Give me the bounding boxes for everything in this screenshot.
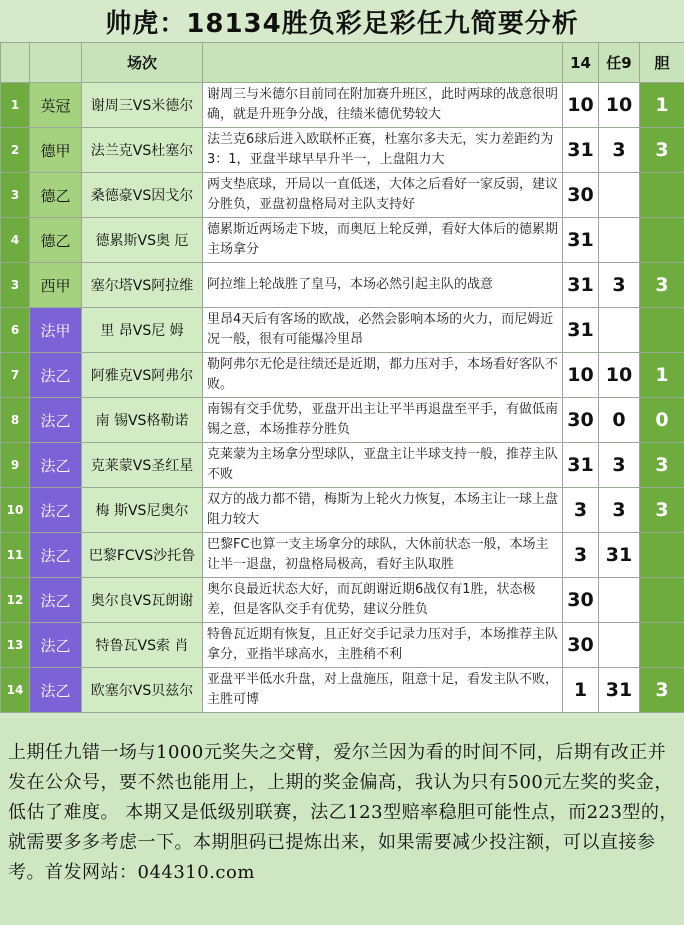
pick-dan-cell: 3 — [640, 668, 684, 713]
pick-14-cell: 31 — [563, 128, 599, 173]
pick-ren9-cell — [599, 218, 640, 263]
match-cell: 巴黎FCVS沙托鲁 — [82, 533, 203, 578]
table-row — [1, 578, 684, 623]
league-cell: 法乙 — [30, 488, 82, 533]
pick-14-cell: 10 — [563, 353, 599, 398]
match-table — [0, 42, 684, 713]
league-cell: 法乙 — [30, 668, 82, 713]
pick-dan-cell: 3 — [640, 488, 684, 533]
pick-dan-cell: 3 — [640, 128, 684, 173]
analysis-cell: 里昂4天后有客场的欧战，必然会影响本场的火力，而尼姆近况一般，很有可能爆冷里昂 — [203, 308, 563, 353]
pick-dan-cell — [640, 308, 684, 353]
header-dan: 胆 — [640, 43, 684, 83]
pick-dan-cell: 1 — [640, 83, 684, 128]
row-number: 1 — [1, 83, 30, 128]
table-row — [1, 668, 684, 713]
header-number — [1, 43, 30, 83]
league-cell: 法乙 — [30, 578, 82, 623]
league-cell: 德乙 — [30, 173, 82, 218]
analysis-cell: 两支垫底球，开局以一直低迷，大体之后看好一家反弱，建议分胜负，亚盘初盘格局对主队支持好 — [203, 173, 563, 218]
league-cell: 法乙 — [30, 623, 82, 668]
league-cell: 法甲 — [30, 308, 82, 353]
pick-ren9-cell — [599, 173, 640, 218]
analysis-cell: 亚盘平半低水升盘，对上盘施压，阻意十足，看发主队不败，主胜可博 — [203, 668, 563, 713]
row-number: 13 — [1, 623, 30, 668]
pick-ren9-cell: 3 — [599, 488, 640, 533]
league-cell: 德乙 — [30, 218, 82, 263]
row-number: 12 — [1, 578, 30, 623]
pick-dan-cell — [640, 533, 684, 578]
pick-14-cell: 31 — [563, 308, 599, 353]
table-row — [1, 218, 684, 263]
match-cell: 法兰克VS杜塞尔 — [82, 128, 203, 173]
analysis-cell: 勒阿弗尔无伦是往绩还是近期，都力压对手，本场看好客队不败。 — [203, 353, 563, 398]
table-row — [1, 83, 684, 128]
match-cell: 塞尔塔VS阿拉维 — [82, 263, 203, 308]
match-cell: 奥尔良VS瓦朗谢 — [82, 578, 203, 623]
league-cell: 西甲 — [30, 263, 82, 308]
pick-14-cell: 30 — [563, 578, 599, 623]
pick-14-cell: 31 — [563, 218, 599, 263]
pick-ren9-cell — [599, 308, 640, 353]
pick-dan-cell: 3 — [640, 443, 684, 488]
match-cell: 梅 斯VS尼奥尔 — [82, 488, 203, 533]
header-ren9: 任9 — [599, 43, 640, 83]
pick-ren9-cell: 0 — [599, 398, 640, 443]
pick-dan-cell — [640, 173, 684, 218]
match-cell: 南 锡VS格勒诺 — [82, 398, 203, 443]
analysis-note: 上期任九错一场与1000元奖失之交臂，爱尔兰因为看的时间不同，后期有改正并发在公众号，要不然也能用上，上期的奖金偏高，我认为只有500元左奖的奖金，低估了难度。 本期又是低级别联赛，法乙123型赔率稳胆可能性点，而223型的，就需要多多考虑一下。本期胆码已提炼出来，如果需要减少投注额，可以直接参考。首发网站：044310.com — [0, 718, 684, 925]
match-cell: 欧塞尔VS贝兹尔 — [82, 668, 203, 713]
pick-ren9-cell: 10 — [599, 353, 640, 398]
analysis-cell: 德累斯近两场走下坡，而奥厄上轮反弹，看好大体后的德累期主场拿分 — [203, 218, 563, 263]
league-cell: 法乙 — [30, 443, 82, 488]
analysis-cell: 特鲁瓦近期有恢复，且正好交手记录力压对手，本场推荐主队拿分，亚指半球高水，主胜稍不利 — [203, 623, 563, 668]
table-row — [1, 263, 684, 308]
match-cell: 克莱蒙VS圣红星 — [82, 443, 203, 488]
row-number: 14 — [1, 668, 30, 713]
pick-14-cell: 30 — [563, 623, 599, 668]
table-row — [1, 173, 684, 218]
pick-ren9-cell: 10 — [599, 83, 640, 128]
match-cell: 谢周三VS米德尔 — [82, 83, 203, 128]
pick-14-cell: 30 — [563, 398, 599, 443]
pick-ren9-cell: 31 — [599, 668, 640, 713]
pick-dan-cell: 1 — [640, 353, 684, 398]
league-cell: 法乙 — [30, 398, 82, 443]
pick-14-cell: 31 — [563, 263, 599, 308]
analysis-cell: 法兰克6球后进入欧联杯正赛，杜塞尔多夫无，实力差距约为3：1，亚盘半球早早升半一，上盘阻力大 — [203, 128, 563, 173]
pick-dan-cell — [640, 578, 684, 623]
row-number: 3 — [1, 263, 30, 308]
analysis-cell: 南锡有交手优势，亚盘开出主让平半再退盘至平手，有做低南锡之意，本场推荐分胜负 — [203, 398, 563, 443]
pick-ren9-cell: 3 — [599, 263, 640, 308]
page-title: 帅虎：18134胜负彩足彩任九简要分析 — [105, 8, 579, 39]
match-cell: 里 昂VS尼 姆 — [82, 308, 203, 353]
pick-ren9-cell — [599, 578, 640, 623]
row-number: 9 — [1, 443, 30, 488]
pick-ren9-cell: 3 — [599, 443, 640, 488]
match-cell: 德累斯VS奥 厄 — [82, 218, 203, 263]
match-cell: 阿雅克VS阿弗尔 — [82, 353, 203, 398]
row-number: 4 — [1, 218, 30, 263]
match-cell: 特鲁瓦VS索 肖 — [82, 623, 203, 668]
pick-dan-cell: 0 — [640, 398, 684, 443]
row-number: 11 — [1, 533, 30, 578]
table-row — [1, 533, 684, 578]
row-number: 10 — [1, 488, 30, 533]
row-number: 6 — [1, 308, 30, 353]
analysis-cell: 克莱蒙为主场拿分型球队，亚盘主让半球支持一般，推荐主队不败 — [203, 443, 563, 488]
pick-dan-cell — [640, 623, 684, 668]
table-row — [1, 308, 684, 353]
row-number: 8 — [1, 398, 30, 443]
table-row — [1, 128, 684, 173]
pick-dan-cell — [640, 218, 684, 263]
row-number: 3 — [1, 173, 30, 218]
row-number: 7 — [1, 353, 30, 398]
pick-ren9-cell: 3 — [599, 128, 640, 173]
table-row — [1, 353, 684, 398]
table-row — [1, 488, 684, 533]
league-cell: 德甲 — [30, 128, 82, 173]
match-cell: 桑德豪VS因戈尔 — [82, 173, 203, 218]
analysis-cell: 阿拉维上轮战胜了皇马，本场必然引起主队的战意 — [203, 263, 563, 308]
analysis-cell: 谢周三与米德尔目前同在附加赛升班区，此时两球的战意很明确，就是升班争分战，往绩米德优势较大 — [203, 83, 563, 128]
header-14: 14 — [563, 43, 599, 83]
table-row — [1, 623, 684, 668]
pick-14-cell: 1 — [563, 668, 599, 713]
pick-14-cell: 3 — [563, 533, 599, 578]
table-header-row — [1, 43, 684, 83]
pick-ren9-cell — [599, 623, 640, 668]
league-cell: 英冠 — [30, 83, 82, 128]
table-row — [1, 398, 684, 443]
pick-14-cell: 3 — [563, 488, 599, 533]
league-cell: 法乙 — [30, 533, 82, 578]
header-analysis — [203, 43, 563, 83]
row-number: 2 — [1, 128, 30, 173]
analysis-cell: 双方的战力都不错，梅斯为上轮火力恢复，本场主让一球上盘阻力较大 — [203, 488, 563, 533]
header-league — [30, 43, 82, 83]
pick-dan-cell: 3 — [640, 263, 684, 308]
analysis-cell: 奥尔良最近状态大好，而瓦朗谢近期6战仅有1胜，状态极差，但是客队交手有优势，建议分胜负 — [203, 578, 563, 623]
pick-ren9-cell: 31 — [599, 533, 640, 578]
pick-14-cell: 31 — [563, 443, 599, 488]
pick-14-cell: 30 — [563, 173, 599, 218]
table-row — [1, 443, 684, 488]
header-match: 场次 — [82, 43, 203, 83]
pick-14-cell: 10 — [563, 83, 599, 128]
analysis-cell: 巴黎FC也算一支主场拿分的球队，大休前状态一般，本场主让半一退盘，初盘格局极高，看好主队取胜 — [203, 533, 563, 578]
league-cell: 法乙 — [30, 353, 82, 398]
